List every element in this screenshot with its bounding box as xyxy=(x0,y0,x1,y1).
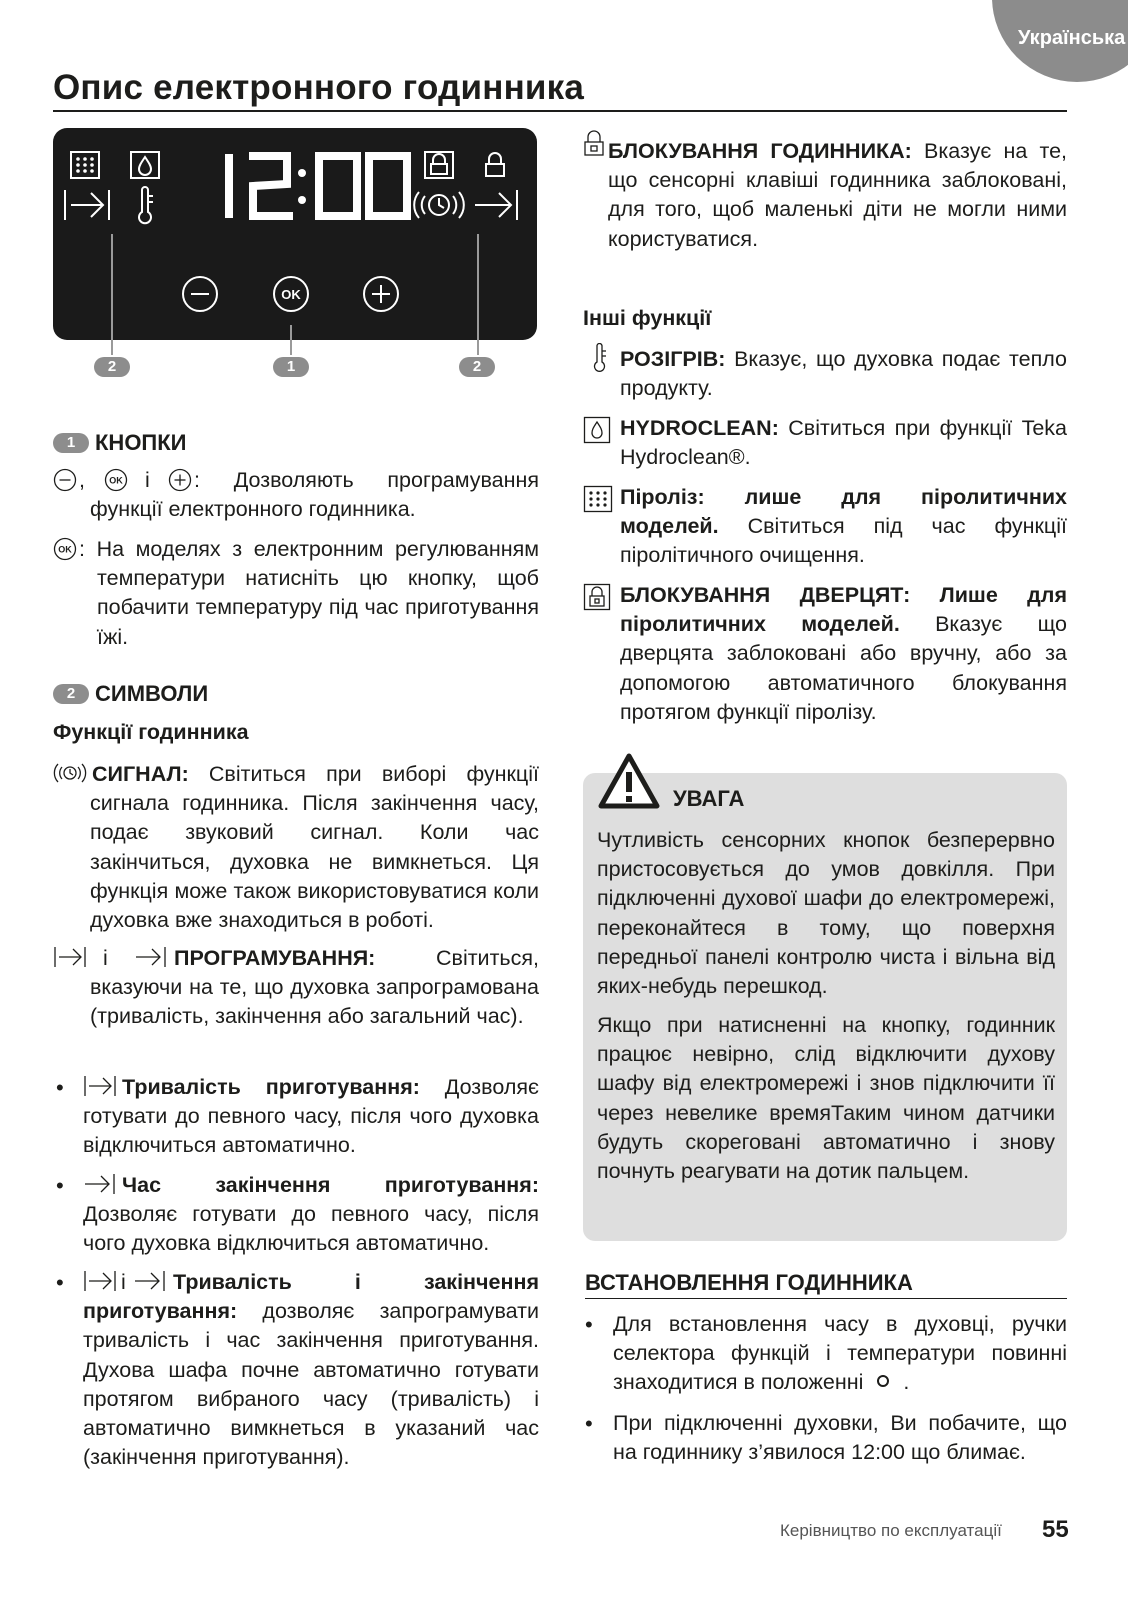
hydroclean-icon xyxy=(583,416,611,444)
ok-button-icon xyxy=(53,537,77,561)
svg-text:OK: OK xyxy=(109,475,123,486)
buttons-sep-comma: , xyxy=(79,468,85,492)
heating-description: РОЗІГРІВ: Вказує, що духовка подає тепло продукту. xyxy=(620,347,1067,401)
off-position-icon xyxy=(876,1374,890,1388)
svg-text:OK: OK xyxy=(58,544,72,555)
hydroclean-icon xyxy=(131,152,159,178)
pyrolysis-icon xyxy=(71,152,99,178)
minus-touch-button xyxy=(183,277,217,311)
plus-touch-button xyxy=(364,277,398,311)
footer-manual-label: Керівництво по експлуатації xyxy=(780,1521,1002,1540)
bullet-dot: • xyxy=(56,1173,64,1198)
clock-functions-subheading: Функції годинника xyxy=(53,720,249,744)
buttons-section-heading: 1 КНОПКИ xyxy=(53,429,186,457)
buttons-item2-text: : На моделях з електронним регулюванням температури натисніть цю кнопку, щоб побачити температуру під час приготування їжі. xyxy=(79,537,539,649)
door-lock-icon xyxy=(425,152,453,178)
callout-line-left xyxy=(111,234,113,355)
programming-sep-and: і xyxy=(103,946,108,970)
duration-icon xyxy=(65,190,109,220)
clock-display-graphic xyxy=(53,128,537,340)
warning-title: УВАГА xyxy=(673,786,745,811)
section-badge-1: 1 xyxy=(53,433,89,453)
callout-line-center xyxy=(290,325,292,355)
minus-button-icon xyxy=(53,468,77,492)
time-digits xyxy=(229,156,407,216)
buttons-sep-and: і xyxy=(145,468,150,492)
section-badge-2: 2 xyxy=(53,684,89,704)
callout-badge-1: 1 xyxy=(273,357,309,377)
time-colon xyxy=(298,169,306,204)
clock-setup-step-2: При підключенні духовки, Ви побачите, що на годиннику з’явилося 12:00 що блимає. xyxy=(613,1411,1067,1465)
bullet-dot: • xyxy=(56,1075,64,1100)
warning-paragraph-1: Чутливість сенсорних кнопок безперервно пристосовується до умов довкілля. При підключенні духової шафи до електромережі, переконайтеся в тому, що поверхня передньої панелі контролю чиста і вільна від яких-небудь перешкод. xyxy=(597,828,1055,999)
callout-line-right xyxy=(477,234,479,355)
clock-lock-icon xyxy=(486,153,504,176)
clock-setup-heading: ВСТАНОВЛЕННЯ ГОДИННИКА xyxy=(585,1268,1067,1299)
duration-end-sep-and: і xyxy=(121,1270,126,1294)
duration-bullet-text: Тривалість приготування: Дозволяє готувати до певного часу, після чого духовка відключиться автоматично. xyxy=(83,1075,539,1158)
end-time-icon xyxy=(475,190,517,220)
clock-setup-step-1: Для встановлення часу в духовці, ручки селектора функцій і температури повинні знаходитися в положенні . xyxy=(613,1312,1067,1395)
clock-lock-description: БЛОКУВАННЯ ГОДИННИКА: Вказує на те, що сенсорні клавіші годинника заблоковані, для того, щоб маленькі діти не могли ними користуватися. xyxy=(608,139,1068,251)
bullet-dot: • xyxy=(585,1411,593,1436)
page-title: Опис електронного годинника xyxy=(53,66,1067,112)
clock-lock-icon xyxy=(583,130,605,158)
symbols-section-heading: 2 СИМВОЛИ xyxy=(53,680,208,708)
duration-icon xyxy=(53,944,87,970)
alarm-signal-icon xyxy=(414,192,464,218)
door-lock-icon xyxy=(583,583,611,611)
buttons-item1-text: : Дозволяють програмування функції електронного годинника. xyxy=(90,468,539,522)
pyrolysis-description: Піроліз: лише для піролитичних моделей. Світиться під час функції піролітичного очищення. xyxy=(620,485,1067,568)
end-time-bullet-text: Час закінчення приготування: Дозволяє готувати до певного часу, після чого духовка відключиться автоматично. xyxy=(83,1173,539,1256)
signal-description: СИГНАЛ: Світиться при виборі функції сигнала годинника. Після закінчення часу, подає звуковий сигнал. Коли час закінчиться, духовка не вимкнеться. Ця функція може також використовуватися коли духовка вже знаходиться в роботі. xyxy=(90,762,539,933)
bullet-dot: • xyxy=(585,1312,593,1337)
duration-end-bullet-text: Тривалість і закінчення приготування: дозволяє запрограмувати тривалість і час закінчення приготування. Духова шафа почне автоматично готувати протягом вибраного часу (тривалість) і автоматично вимкнеться в указаний час (закінчення приготування). xyxy=(83,1270,539,1470)
clock-display-illustration xyxy=(53,128,537,340)
bullet-dot: • xyxy=(56,1270,64,1295)
language-label: Українська xyxy=(1018,27,1126,49)
door-lock-description: БЛОКУВАННЯ ДВЕРЦЯТ: Лише для піролитичних моделей. Вказує що дверцята заблоковані або вручну, або за допомогою автоматичного блокування протягом функції піролізу. xyxy=(620,583,1067,724)
callout-badge-2-left: 2 xyxy=(94,357,130,377)
other-functions-subheading: Інші функції xyxy=(583,306,712,330)
pyrolysis-icon xyxy=(583,485,613,513)
alarm-signal-icon xyxy=(53,760,87,786)
page-number: 55 xyxy=(1042,1516,1069,1543)
hydroclean-description: HYDROCLEAN: Світиться при функції Teka Hydroclean®. xyxy=(620,416,1067,470)
ok-label: OK xyxy=(281,287,301,302)
callout-badge-2-right: 2 xyxy=(459,357,495,377)
programming-description: ПРОГРАМУВАННЯ: Світиться, вказуючи на те, що духовка запрограмована (тривалість, закінчення або загальний час). xyxy=(90,946,539,1029)
warning-triangle-icon xyxy=(597,752,661,810)
warning-paragraph-2: Якщо при натисненні на кнопку, годинник працює невірно, слід відключити духову шафу від електромережі і знов підключити її через невелике времяТаким чином датчики будуть скореговані автоматично і знову почнуть реагувати на дотик пальцем. xyxy=(597,1013,1055,1184)
thermometer-icon xyxy=(591,343,613,373)
thermometer-icon xyxy=(139,187,153,223)
